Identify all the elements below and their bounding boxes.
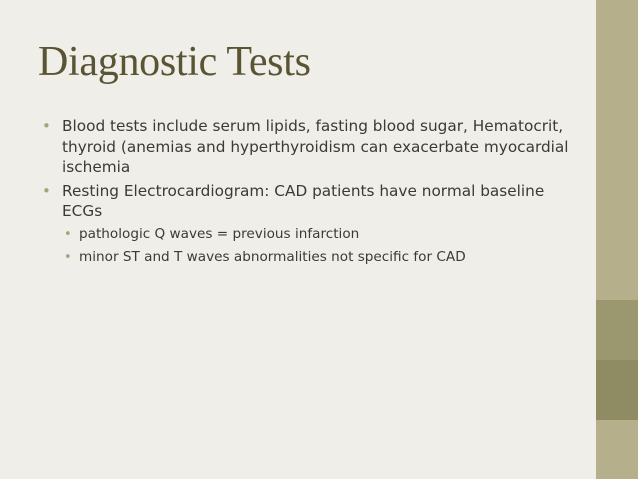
side-bar-middle-segment [596, 300, 638, 360]
bullet-list [40, 116, 580, 267]
sub-bullet-item [62, 225, 580, 244]
slide-title: Diagnostic Tests [38, 39, 311, 85]
bullet-item [40, 181, 580, 267]
slide-body [40, 116, 580, 271]
bullet-item [40, 116, 580, 178]
side-bar-bottom-segment [596, 420, 638, 479]
sub-bullet-item [62, 248, 580, 267]
sub-bullet-text-q-waves: pathologic Q waves = previous infarction [79, 225, 360, 242]
side-bar-top-segment [596, 0, 638, 300]
sub-bullet-list [62, 225, 580, 267]
bullet-text-resting-ecg: Resting Electrocardiogram: CAD patients have normal baseline ECGs [62, 181, 545, 220]
side-bar-accent-segment [596, 360, 638, 420]
bullet-text-blood-tests: Blood tests include serum lipids, fasting blood sugar, Hematocrit, thyroid (anemias and hyperthyroidism can exacerbate myocardial ischemia [62, 117, 569, 176]
side-decoration-bar [596, 0, 638, 479]
sub-bullet-text-st-t-waves: minor ST and T waves abnormalities not specific for CAD [79, 248, 466, 265]
